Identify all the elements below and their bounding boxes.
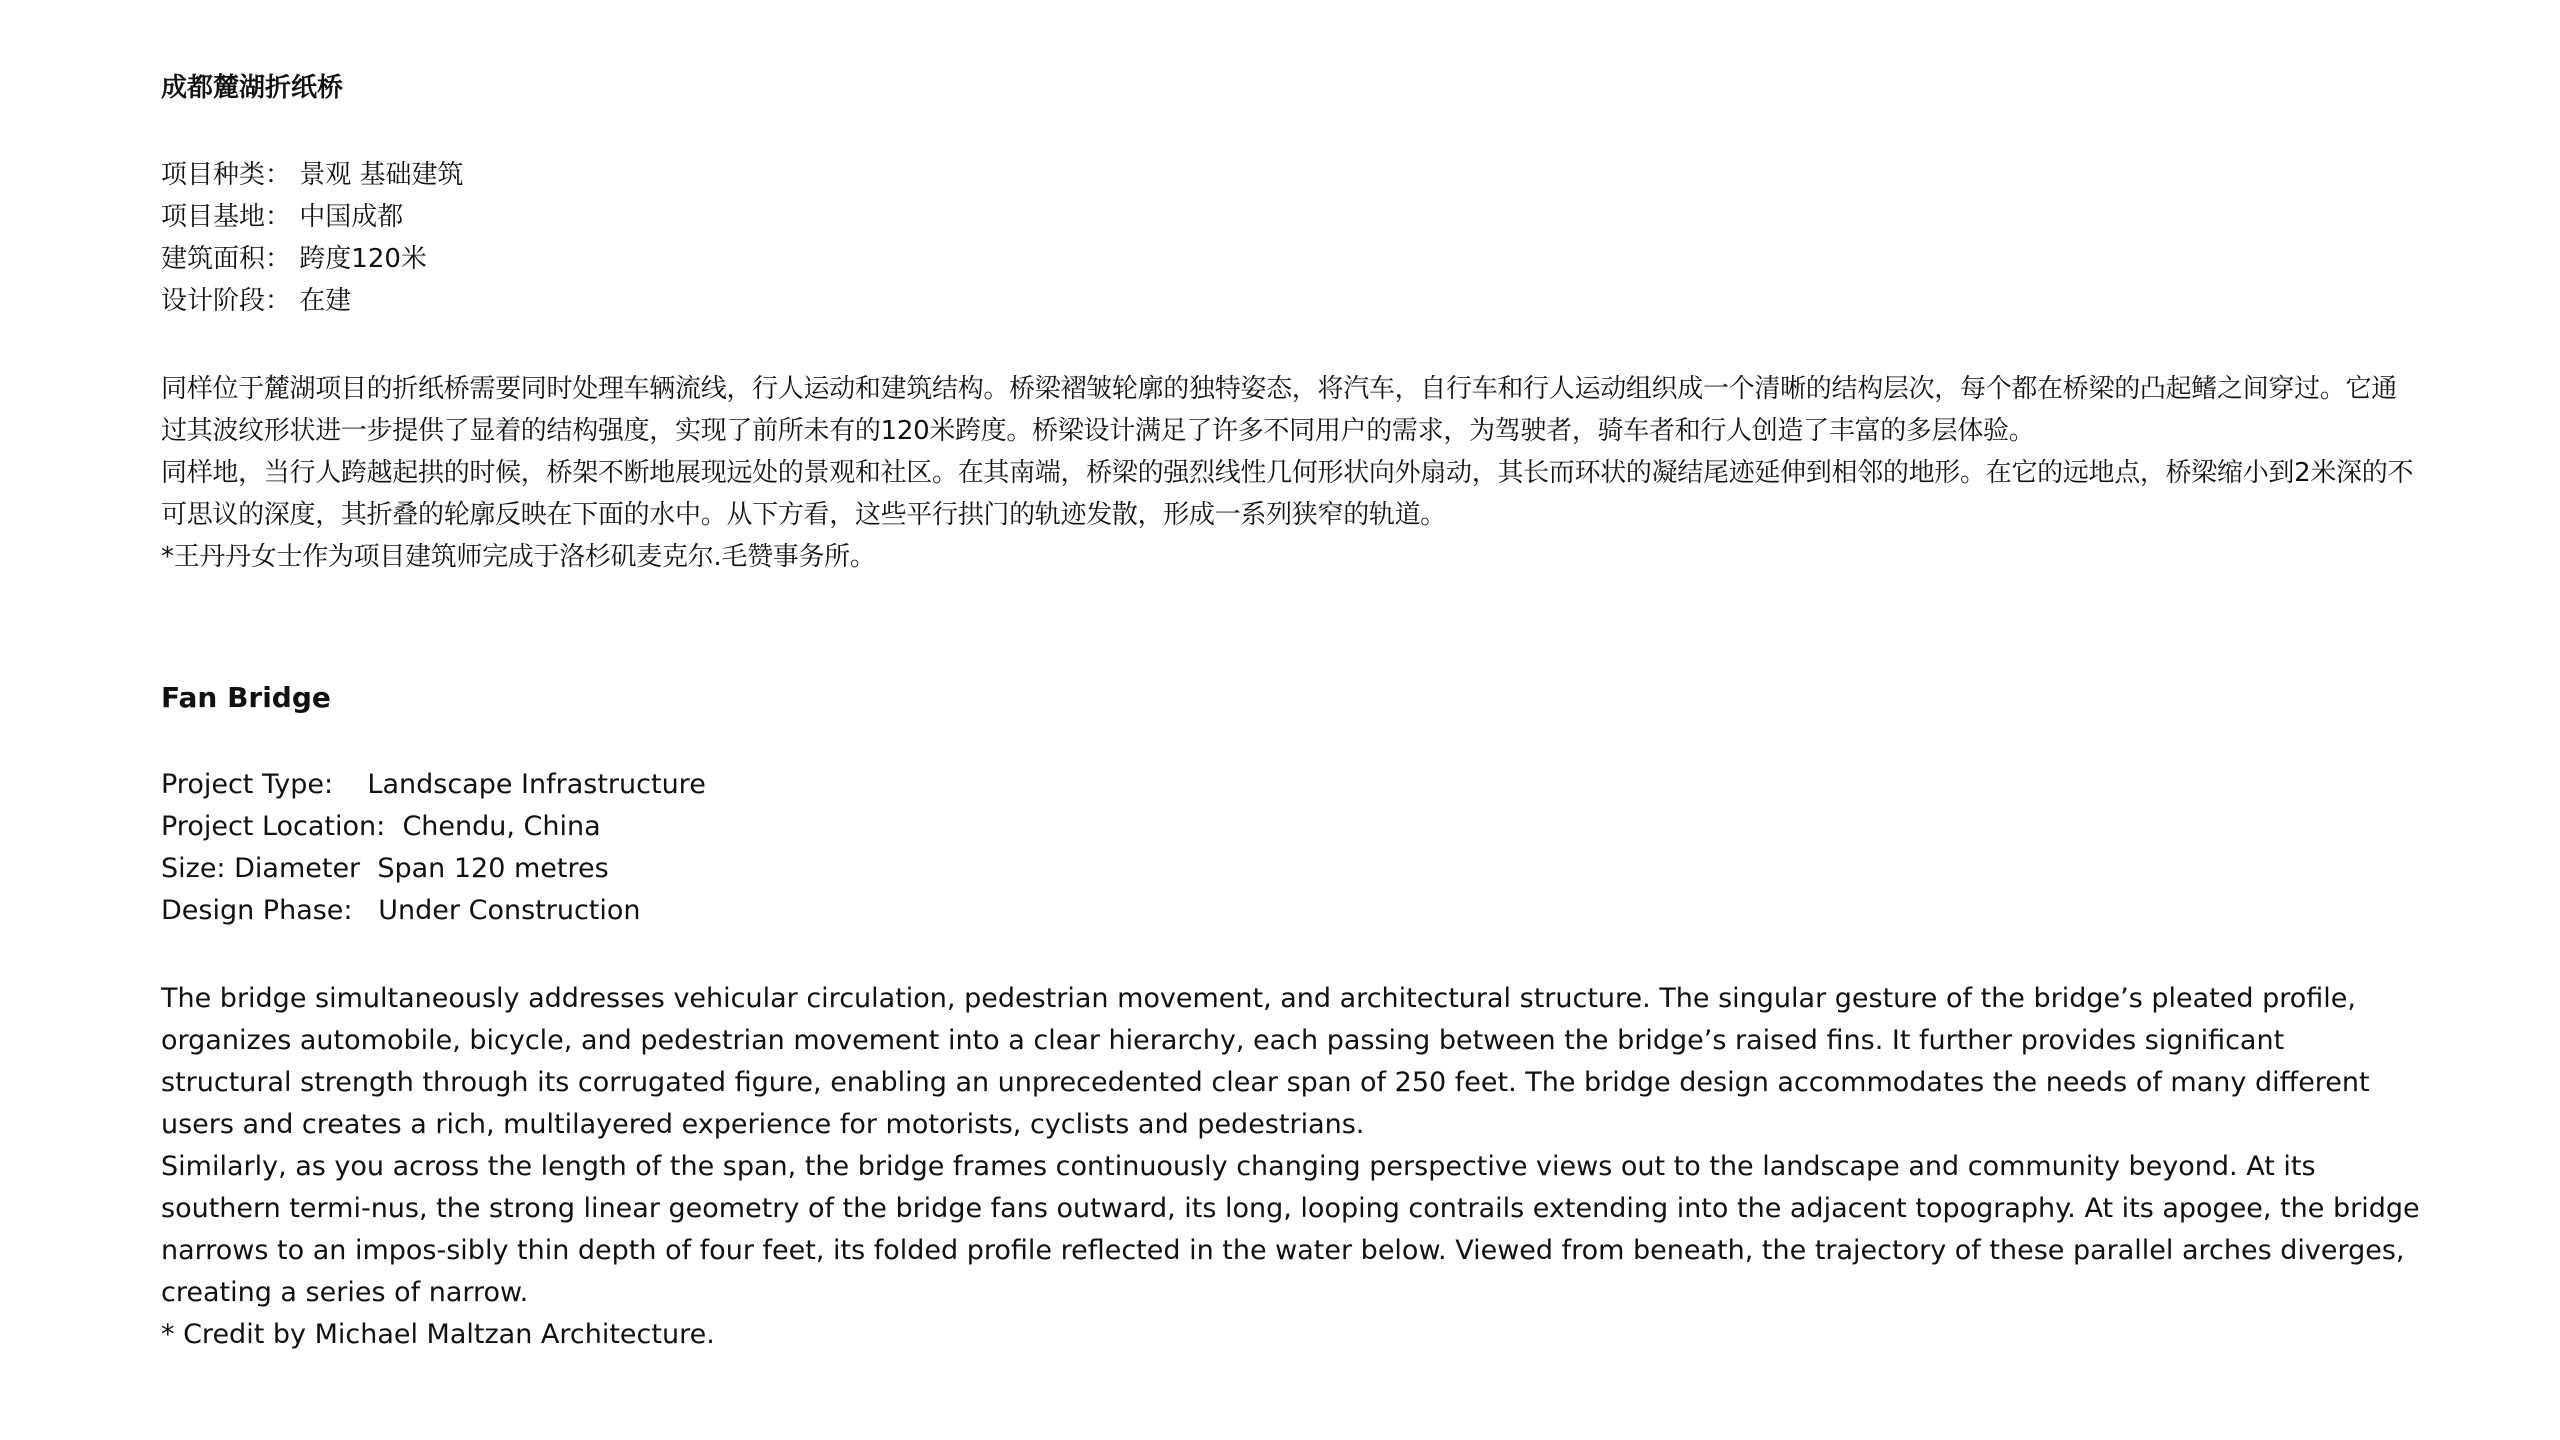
- english-title: Fan Bridge: [161, 681, 331, 714]
- chinese-meta-location: [161, 196, 2421, 238]
- meta-value: Landscape Infrastructure: [367, 769, 706, 800]
- meta-label: Project Type:: [161, 769, 334, 800]
- english-description: [161, 978, 2421, 1356]
- chinese-credit: *王丹丹女士作为项目建筑师完成于洛杉矶麦克尔.毛赞事务所。: [161, 542, 876, 572]
- chinese-project-meta: [161, 154, 2421, 322]
- meta-value: 跨度120米: [299, 244, 427, 274]
- chinese-paragraph-2: 同样地，当行人跨越起拱的时候，桥架不断地展现远处的景观和社区。在其南端，桥梁的强烈线性几何形状向外扇动，其长而环状的凝结尾迹延伸到相邻的地形。在它的远地点，桥梁缩小到2米深的不可思议的深度，其折叠的轮廓反映在下面的水中。从下方看，这些平行拱门的轨迹发散，形成一系列狭窄的轨道。: [161, 458, 2414, 530]
- meta-value: 在建: [299, 286, 352, 316]
- english-meta-size: [161, 848, 2421, 890]
- chinese-paragraph-1: 同样位于麓湖项目的折纸桥需要同时处理车辆流线，行人运动和建筑结构。桥梁褶皱轮廓的独特姿态，将汽车，自行车和行人运动组织成一个清晰的结构层次，每个都在桥梁的凸起鳍之间穿过。它通过其波纹形状进一步提供了显着的结构强度，实现了前所未有的120米跨度。桥梁设计满足了许多不同用户的需求，为驾驶者，骑车者和行人创造了丰富的多层体验。: [161, 374, 2397, 446]
- meta-value: 中国成都: [299, 202, 404, 232]
- meta-label: Size: Diameter: [161, 853, 361, 884]
- english-paragraph-2: Similarly, as you across the length of the span, the bridge frames continuously changing perspective views out to the landscape and community beyond. At its southern termi-nus, the strong linear geometry of the bridge fans outward, its long, looping contrails extending into the adjacent topography. At its apogee, the bridge narrows to an impos-sibly thin depth of four feet, its folded profile reflected in the water below. Viewed from beneath, the trajectory of these parallel arches diverges, creating a series of narrow.: [161, 1151, 2420, 1308]
- chinese-meta-phase: [161, 280, 2421, 322]
- meta-label: 设计阶段：: [161, 286, 292, 316]
- meta-value: 景观 基础建筑: [299, 160, 464, 190]
- meta-value: Chendu, China: [402, 811, 601, 842]
- chinese-section: [161, 68, 2421, 578]
- english-section: [161, 678, 2421, 1356]
- english-credit: * Credit by Michael Maltzan Architecture.: [161, 1319, 715, 1350]
- meta-value: Under Construction: [378, 895, 641, 926]
- chinese-meta-type: [161, 154, 2421, 196]
- english-paragraph-1: The bridge simultaneously addresses vehicular circulation, pedestrian movement, and architectural structure. The singular gesture of the bridge’s pleated profile, organizes automobile, bicycle, and pedestrian movement into a clear hierarchy, each passing between the bridge’s raised fins. It further provides significant structural strength through its corrugated figure, enabling an unprecedented clear span of 250 feet. The bridge design accommodates the needs of many different users and creates a rich, multilayered experience for motorists, cyclists and pedestrians.: [161, 983, 2370, 1140]
- meta-label: Design Phase:: [161, 895, 353, 926]
- chinese-description: [161, 368, 2421, 578]
- meta-label: 建筑面积：: [161, 244, 292, 274]
- document-page: [161, 68, 2421, 1356]
- chinese-title: 成都麓湖折纸桥: [161, 73, 344, 103]
- english-meta-type: [161, 764, 2421, 806]
- meta-label: 项目种类：: [161, 160, 292, 190]
- chinese-meta-size: [161, 238, 2421, 280]
- meta-label: Project Location:: [161, 811, 386, 842]
- english-meta-phase: [161, 890, 2421, 932]
- meta-label: 项目基地：: [161, 202, 292, 232]
- meta-value: Span 120 metres: [377, 853, 609, 884]
- english-project-meta: [161, 764, 2421, 932]
- english-meta-location: [161, 806, 2421, 848]
